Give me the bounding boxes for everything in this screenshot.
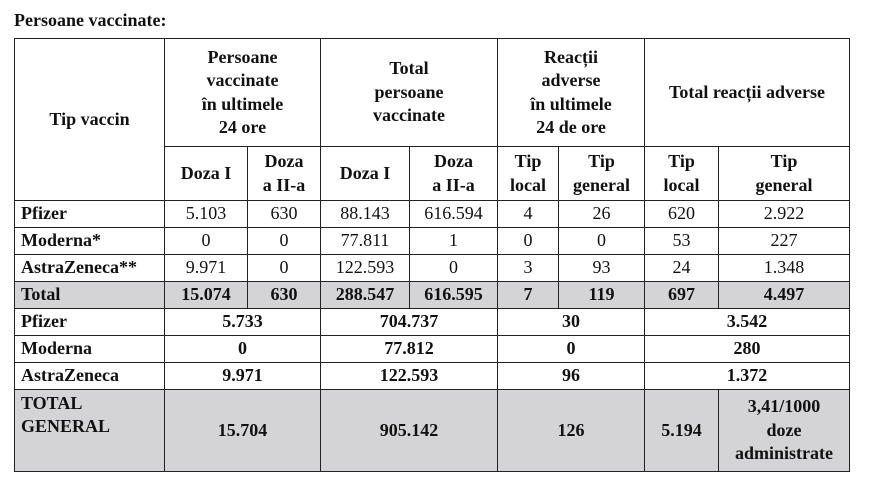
row-label: Total bbox=[15, 282, 165, 309]
cell: 24 bbox=[645, 255, 719, 282]
row-label: Moderna bbox=[15, 336, 165, 363]
cell: 0 bbox=[165, 336, 321, 363]
cell: 616.595 bbox=[410, 282, 498, 309]
cell-persoane-24h: 15.704 bbox=[165, 390, 321, 472]
table-row bbox=[15, 201, 850, 228]
row-label: Moderna* bbox=[15, 228, 165, 255]
header-total-reactii: Total reacții adverse bbox=[645, 39, 850, 147]
total-general-row bbox=[15, 390, 850, 472]
cell: 5.733 bbox=[165, 309, 321, 336]
table-row bbox=[15, 255, 850, 282]
cell: 620 bbox=[645, 201, 719, 228]
cell: 122.593 bbox=[321, 255, 410, 282]
row-label: Pfizer bbox=[15, 201, 165, 228]
vaccination-table bbox=[14, 38, 850, 472]
cell: 4 bbox=[498, 201, 559, 228]
cell: 4.497 bbox=[719, 282, 850, 309]
cell: 88.143 bbox=[321, 201, 410, 228]
cell: 227 bbox=[719, 228, 850, 255]
subheader-cell: Doza a II-a bbox=[410, 147, 498, 201]
cell: 1.348 bbox=[719, 255, 850, 282]
cell: 93 bbox=[559, 255, 645, 282]
cell-total-reactii: 5.194 bbox=[645, 390, 719, 472]
cell-total-persoane: 905.142 bbox=[321, 390, 498, 472]
cell: 96 bbox=[498, 363, 645, 390]
cell: 697 bbox=[645, 282, 719, 309]
subheader-cell: Tip general bbox=[559, 147, 645, 201]
row-label: AstraZeneca** bbox=[15, 255, 165, 282]
cell: 630 bbox=[248, 282, 321, 309]
cell-reactii-24h: 126 bbox=[498, 390, 645, 472]
row-label: Pfizer bbox=[15, 309, 165, 336]
cell: 288.547 bbox=[321, 282, 410, 309]
cell: 0 bbox=[165, 228, 248, 255]
subheader-cell: Tip local bbox=[645, 147, 719, 201]
cell: 630 bbox=[248, 201, 321, 228]
cell: 0 bbox=[498, 336, 645, 363]
cell: 0 bbox=[410, 255, 498, 282]
cell: 0 bbox=[498, 228, 559, 255]
cell: 7 bbox=[498, 282, 559, 309]
summary-row bbox=[15, 363, 850, 390]
summary-row bbox=[15, 336, 850, 363]
cell: 119 bbox=[559, 282, 645, 309]
cell: 5.103 bbox=[165, 201, 248, 228]
cell: 30 bbox=[498, 309, 645, 336]
cell: 0 bbox=[248, 228, 321, 255]
cell: 9.971 bbox=[165, 255, 248, 282]
subheader-cell: Doza I bbox=[165, 147, 248, 201]
subheader-cell: Tip local bbox=[498, 147, 559, 201]
total-row bbox=[15, 282, 850, 309]
summary-row bbox=[15, 309, 850, 336]
cell: 77.811 bbox=[321, 228, 410, 255]
subheader-cell: Tip general bbox=[719, 147, 850, 201]
row-label: TOTAL GENERAL bbox=[15, 390, 165, 472]
table-row bbox=[15, 228, 850, 255]
header-persoane-24h: Persoane vaccinate în ultimele 24 ore bbox=[165, 39, 321, 147]
cell: 26 bbox=[559, 201, 645, 228]
cell: 1 bbox=[410, 228, 498, 255]
cell: 122.593 bbox=[321, 363, 498, 390]
header-row-1 bbox=[15, 39, 850, 147]
cell: 1.372 bbox=[645, 363, 850, 390]
section-title: Persoane vaccinate: bbox=[14, 10, 167, 30]
subheader-cell: Doza a II-a bbox=[248, 147, 321, 201]
cell: 2.922 bbox=[719, 201, 850, 228]
header-tip-vaccin: Tip vaccin bbox=[15, 39, 165, 201]
cell: 77.812 bbox=[321, 336, 498, 363]
header-reactii-24h: Reacții adverse în ultimele 24 de ore bbox=[498, 39, 645, 147]
header-total-persoane: Total persoane vaccinate bbox=[321, 39, 498, 147]
cell: 15.074 bbox=[165, 282, 248, 309]
cell: 53 bbox=[645, 228, 719, 255]
row-label: AstraZeneca bbox=[15, 363, 165, 390]
subheader-cell: Doza I bbox=[321, 147, 410, 201]
cell: 9.971 bbox=[165, 363, 321, 390]
cell: 280 bbox=[645, 336, 850, 363]
cell: 616.594 bbox=[410, 201, 498, 228]
cell: 3 bbox=[498, 255, 559, 282]
cell-rate: 3,41/1000 doze administrate bbox=[719, 390, 850, 472]
cell: 3.542 bbox=[645, 309, 850, 336]
cell: 0 bbox=[248, 255, 321, 282]
cell: 0 bbox=[559, 228, 645, 255]
cell: 704.737 bbox=[321, 309, 498, 336]
